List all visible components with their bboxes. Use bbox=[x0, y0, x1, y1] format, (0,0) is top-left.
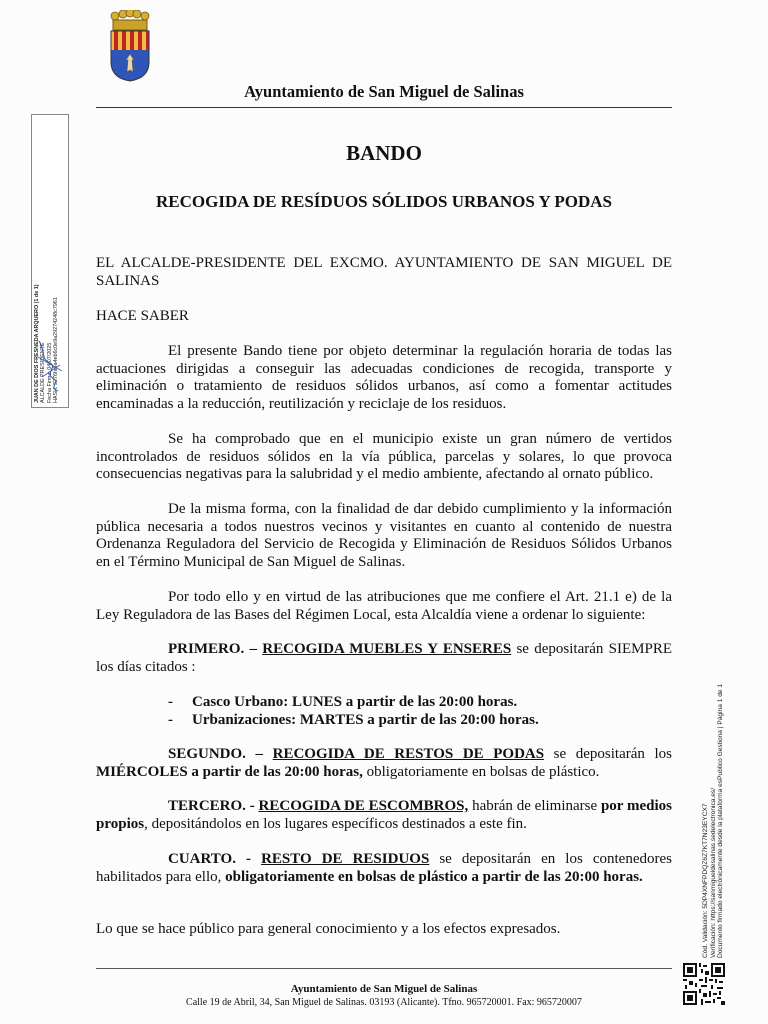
footer-divider bbox=[96, 968, 672, 969]
header-divider bbox=[96, 107, 672, 108]
segundo-bold: MIÉRCOLES a partir de las 20:00 horas, bbox=[96, 763, 363, 780]
qr-code-icon bbox=[683, 963, 725, 1005]
signer-name: JUAN DE DIOS FRESNEDA ARQUERO (1 de 1) bbox=[34, 284, 40, 403]
primero-text: se depositarán SIEMPRE los días citados : bbox=[96, 641, 672, 675]
section-cuarto bbox=[96, 851, 672, 886]
segundo-text-2: obligatoriamente en bolsas de plástico. bbox=[362, 763, 600, 780]
header-org-name: Ayuntamiento de San Miguel de Salinas bbox=[244, 82, 524, 101]
closing-line: Lo que se hace público para general conocimiento y a los efectos expresados. bbox=[96, 921, 561, 937]
primero-label: PRIMERO. – bbox=[168, 641, 263, 657]
section-primero bbox=[96, 641, 672, 676]
cuarto-label: CUARTO. - bbox=[168, 851, 262, 867]
issuer-line: EL ALCALDE-PRESIDENTE DEL EXCMO. AYUNTAMIENTO DE SAN MIGUEL DE SALINAS bbox=[96, 255, 672, 289]
signature-hash: HASH: 3276fa8a4eb6c0e9a29274248c7961 bbox=[53, 297, 60, 403]
list-item: - Urbanizaciones: MARTES a partir de las 20:00 horas. bbox=[168, 712, 539, 728]
hace-saber: HACE SABER bbox=[96, 308, 189, 324]
collection-days-list bbox=[168, 693, 539, 729]
paragraph-3: De la misma forma, con la finalidad de dar debido cumplimiento y la información pública necesaria a todos nuestros vecinos y visitantes en cuanto al contenido de nuestra Ordenanza Reguladora del Servicio de Recogida y Eliminación de Residuos Sólidos Urbanos en el Término Municipal de San Miguel de Salinas. bbox=[96, 501, 672, 570]
paragraph-2: Se ha comprobado que en el municipio existe un gran número de vertidos incontrolados de residuos sólidos en la vía pública, parcelas y solares, lo que provoca consecuencias negativas para la salubridad y el medio ambiente, afectando al ornato público. bbox=[96, 431, 672, 483]
signer-role: ALCALDE PRESIDENTE bbox=[40, 342, 47, 403]
coat-of-arms-icon bbox=[107, 10, 153, 82]
tercero-text-1: habrán de eliminarse bbox=[468, 798, 601, 814]
signature-date: Fecha Firma: 04/07/2025 bbox=[46, 342, 53, 403]
cuarto-heading: RESTO DE RESIDUOS bbox=[261, 851, 430, 867]
section-tercero bbox=[96, 798, 672, 833]
footer-address: Calle 19 de Abril, 34, San Miguel de Salinas. 03193 (Alicante). Tfno. 965720001. Fax: 965720007 bbox=[186, 997, 582, 1008]
document-subtitle: RECOGIDA DE RESÍDUOS SÓLIDOS URBANOS Y PODAS bbox=[156, 192, 612, 211]
list-item-text: Casco Urbano: LUNES a partir de las 20:00 horas. bbox=[192, 694, 518, 710]
verification-text bbox=[702, 628, 725, 958]
paragraph-4: Por todo ello y en virtud de las atribuciones que me confiere el Art. 21.1 e) de la Ley Reguladora de las Bases del Régimen Local, esta Alcaldía viene a ordenar lo siguiente: bbox=[96, 589, 672, 623]
primero-heading: RECOGIDA MUEBLES Y ENSERES bbox=[262, 641, 512, 657]
paragraph-1: El presente Bando tiene por objeto determinar la regulación horaria de todas las actuaciones dirigidas a conseguir las adecuadas condiciones de recogida, transporte y eliminación o tratamiento de residuos sólidos urbanos, así como a fomentar actitudes encaminadas a la reducción, reutilización y reciclaje de los residuos. bbox=[96, 343, 672, 412]
handwritten-signature bbox=[36, 337, 64, 393]
tercero-heading: RECOGIDA DE ESCOMBROS, bbox=[258, 798, 469, 814]
segundo-text-1: se depositarán los bbox=[544, 746, 673, 762]
tercero-bold: por medios propios bbox=[96, 798, 672, 832]
document-title: BANDO bbox=[346, 141, 422, 165]
list-item-text: Urbanizaciones: MARTES a partir de las 20:00 horas. bbox=[192, 712, 539, 728]
segundo-label: SEGUNDO. – bbox=[168, 746, 273, 762]
tercero-label: TERCERO. - bbox=[168, 798, 259, 814]
verification-url[interactable]: Verificación: https://sanmigueldesalinas.sedelectronica.es/ bbox=[709, 787, 717, 958]
section-segundo bbox=[96, 746, 672, 781]
signature-box bbox=[31, 114, 69, 408]
tercero-text-2: , depositándolos en los lugares específicos destinados a este fin. bbox=[144, 815, 527, 832]
footer-org-name: Ayuntamiento de San Miguel de Salinas bbox=[290, 983, 478, 995]
segundo-heading: RECOGIDA DE RESTOS DE PODAS bbox=[272, 746, 545, 762]
platform-note: Documento firmado electrónicamente desde la plataforma esPublico Gestiona | Página 1 de 1 bbox=[717, 683, 725, 958]
cuarto-bold: obligatoriamente en bolsas de plástico a partir de las 20:00 horas. bbox=[225, 868, 643, 885]
list-item: - Casco Urbano: LUNES a partir de las 20:00 horas. bbox=[168, 694, 518, 710]
validation-code: Cód. Validación: 5DP4XNFPDQZ6Z7KT7N23EYCX7 bbox=[702, 803, 709, 958]
cuarto-text-1: se depositarán en los contenedores habilitados para ello, bbox=[96, 851, 672, 885]
